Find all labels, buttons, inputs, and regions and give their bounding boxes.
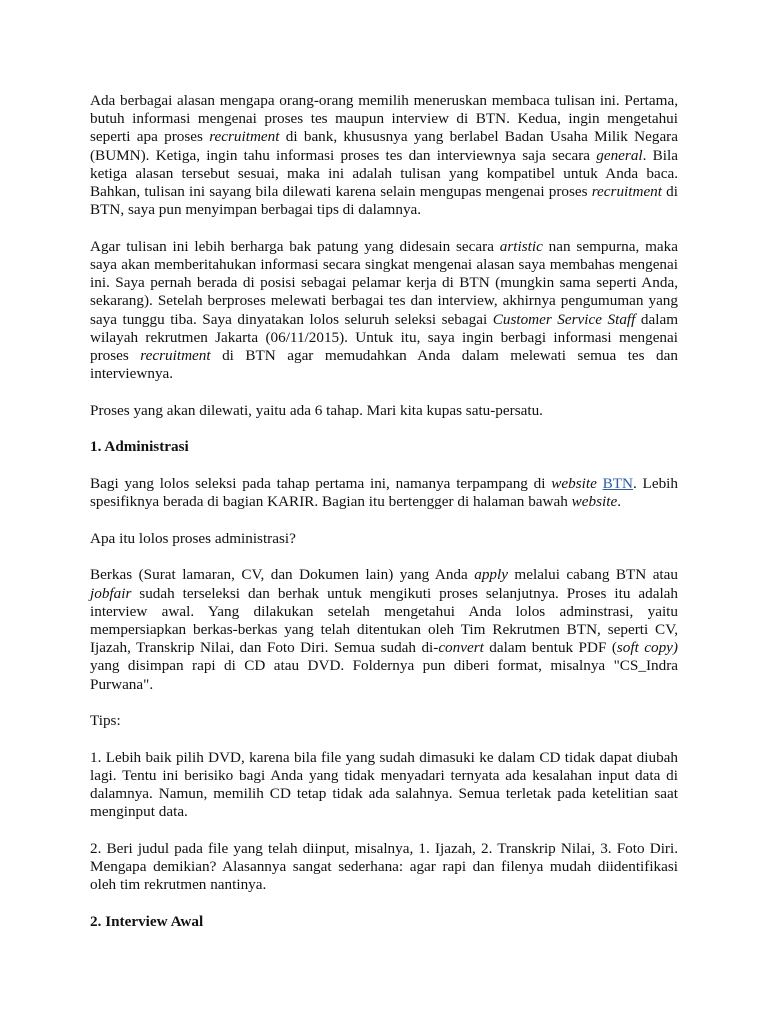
btn-website-link[interactable]: BTN	[602, 475, 633, 493]
tip-2-paragraph: 2. Beri judul pada file yang telah diinput, misalnya, 1. Ijazah, 2. Transkrip Nilai, 3. Foto Diri. Mengapa demikian? Alasannya sangat sederhana: agar rapi dan filenya mudah diidentifikasi oleh tim rekrutmen nantinya.	[90, 840, 678, 894]
text-run: di BTN, saya pun menyimpan berbagai tips di dalamnya.	[90, 183, 678, 219]
process-overview-paragraph: Proses yang akan dilewati, yaitu ada 6 tahap. Mari kita kupas satu-persatu.	[90, 401, 543, 419]
text-run: sudah terseleksi dan berhak untuk mengikuti proses selanjutnya. Proses itu adalah interview awal. Yang dilakukan setelah mengetahui Anda lolos adminstrasi, yaitu mempersiapkan berkas-berkas yang telah ditentukan oleh Tim Rekrutmen BTN, seperti CV, Ijazah, Transkrip Nilai, dan Foto Diri. Semua sudah di-	[90, 584, 678, 657]
italic-term: recruitment	[140, 347, 211, 365]
section-heading-interview-awal: 2. Interview Awal	[90, 913, 204, 931]
text-run: yang disimpan rapi di CD atau DVD. Foldernya pun diberi format, misalnya "CS_Indra Purwana".	[90, 657, 678, 693]
text-run: di bank, khususnya yang berlabel Badan Usaha Milik Negara (BUMN). Ketiga, ingin tahu informasi proses tes dan interviewnya saja secara	[90, 128, 678, 164]
italic-term: recruitment	[591, 183, 662, 201]
document-page	[90, 92, 678, 950]
text-run: . Bila ketiga alasan tersebut sesuai, maka ini adalah tulisan yang kompatibel untuk Anda baca. Bahkan, tulisan ini sayang bila dilewati karena selain mengupas mengenai proses	[90, 146, 678, 201]
tips-label: Tips:	[90, 712, 121, 730]
text-run: di BTN agar memudahkan Anda dalam melewati semua tes dan interviewnya.	[90, 347, 678, 383]
text-run: . Lebih spesifiknya berada di bagian KARIR. Bagian itu bertengger di halaman bawah	[90, 475, 678, 511]
italic-term: website	[571, 493, 618, 511]
text-run: dalam bentuk PDF (	[483, 639, 617, 657]
italic-term: jobfair	[90, 584, 132, 602]
text-run: dalam wilayah rekrutmen Jakarta (06/11/2015). Untuk itu, saya ingin berbagi informasi mengenai proses	[90, 310, 679, 365]
background-paragraph	[90, 238, 678, 384]
italic-term: website	[551, 475, 597, 493]
text-run: Berkas (Surat lamaran, CV, dan Dokumen lain) yang Anda	[90, 566, 475, 584]
text-run: Ada berbagai alasan mengapa orang-orang memilih meneruskan membaca tulisan ini. Pertama, butuh informasi mengenai proses tes maupun interview di BTN. Kedua, ingin mengetahui seperti apa proses	[90, 92, 678, 146]
italic-term: soft copy)	[616, 639, 678, 657]
text-run: melalui cabang BTN atau	[507, 566, 678, 584]
intro-paragraph	[90, 92, 678, 219]
question-paragraph: Apa itu lolos proses administrasi?	[90, 529, 296, 547]
italic-term: apply	[474, 566, 508, 584]
italic-term: Customer Service Staff	[492, 310, 636, 328]
italic-term: recruitment	[209, 128, 280, 146]
italic-term: general	[596, 146, 643, 164]
text-run: nan sempurna, maka saya akan memberitahukan informasi secara singkat mengenai alasan saya membahas mengenai ini. Saya pernah berada di posisi sebagai pelamar kerja di BTN (mungkin sama seperti Anda, sekarang). Setelah berproses melewati berbagai tes dan interview, akhirnya pengumuman yang saya tunggu tiba. Saya dinyatakan lolos seluruh seleksi sebagai	[90, 237, 678, 328]
text-run: Agar tulisan ini lebih berharga bak patung yang didesain secara	[90, 237, 500, 255]
administrasi-paragraph	[90, 475, 678, 511]
italic-term: artistic	[499, 237, 543, 255]
section-heading-administrasi: 1. Administrasi	[90, 438, 189, 456]
tip-1-paragraph: 1. Lebih baik pilih DVD, karena bila file yang sudah dimasuki ke dalam CD tidak dapat diubah lagi. Tentu ini berisiko bagi Anda yang tidak menyadari ternyata ada kesalahan input data di dalamnya. Namun, memilih CD tetap tidak ada salahnya. Semua terletak pada ketelitian saat menginput data.	[90, 748, 678, 821]
text-run: .	[617, 493, 621, 511]
text-run: Bagi yang lolos seleksi pada tahap pertama ini, namanya terpampang di	[90, 475, 552, 493]
italic-term: convert	[438, 639, 484, 657]
berkas-paragraph	[90, 566, 678, 693]
